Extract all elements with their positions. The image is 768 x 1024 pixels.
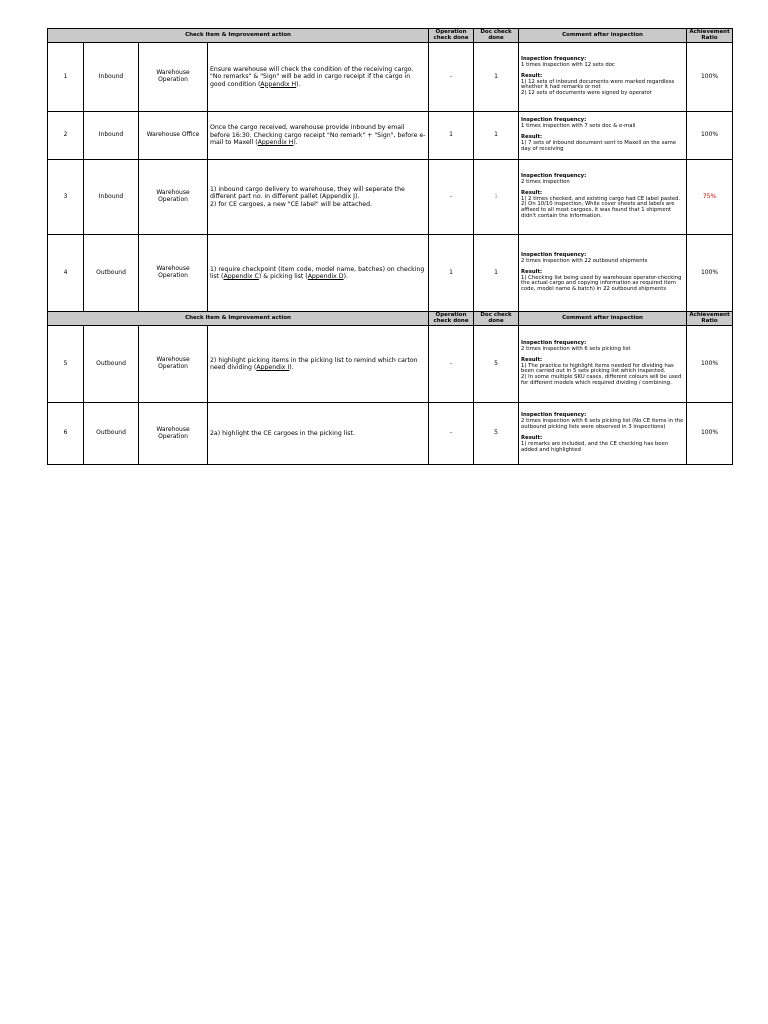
row-number: 2 [48,112,84,160]
result-text: 1) 12 sets of inbound documents were marked regardless whether it had remarks or not 2) 12 sets of documents were signed by operator [521,78,675,97]
result-label: Result: [521,356,543,363]
row-department: Warehouse Operation [139,43,208,112]
row-number: 4 [48,235,84,312]
description-text: 1) require checkpoint (item code, model name, batches) on checking list ( [210,265,425,280]
table-row [48,43,733,112]
row-number: 1 [48,43,84,112]
operation-check-value: 1 [429,112,474,160]
inspection-table [47,28,733,465]
row-department: Warehouse Office [139,112,208,160]
row-number: 5 [48,326,84,403]
inspection-comment [519,326,687,403]
frequency-label: Inspection frequency: [521,412,587,419]
result-text: 1) The practice to highlight items needed for dividing has been carried out in 5 sets picking list which inspected. 2) In some multiple SKU cases, different colours will be used for different models which required dividing / combining. [521,362,682,387]
header-achievement-ratio: Achievement Ratio [687,29,733,43]
row-direction: Outbound [84,326,139,403]
doc-check-value: 1 [474,43,519,112]
table-row [48,112,733,160]
result-label: Result: [521,268,543,275]
appendix-link[interactable]: Appendix I [256,364,290,371]
frequency-text: 2 times inspection [521,178,570,185]
table-row [48,403,733,465]
row-department: Warehouse Operation [139,403,208,465]
row-direction: Outbound [84,235,139,312]
operation-check-value: - [429,43,474,112]
doc-check-value: 1 [474,112,519,160]
doc-check-value: 1 [474,235,519,312]
header-doc-check: Doc check done [474,29,519,43]
description-text: Once the cargo received, warehouse provide inbound by email before 16:30. Checking cargo receipt "No remark" + "Sign", before e-mail to Maxell ( [210,124,426,147]
row-description [208,112,429,160]
row-direction: Inbound [84,112,139,160]
result-label: Result: [521,134,543,141]
row-description: 1) inbound cargo delivery to warehouse, they will seperate the different part no. in different pallet (Appendix J). 2) for CE cargoes, a new "CE label" will be attached. [208,160,429,235]
operation-check-value: - [429,160,474,235]
table-row [48,160,733,235]
row-description [208,43,429,112]
doc-check-value: 5 [474,326,519,403]
operation-check-value: - [429,326,474,403]
row-description [208,326,429,403]
table-header-row [48,29,733,43]
header-achievement-ratio: Achievement Ratio [687,312,733,326]
row-direction: Outbound [84,403,139,465]
achievement-ratio: 75% [687,160,733,235]
result-text: 1) 2 times checked, and existing cargo had CE label pasted. 2) On 10/10 inspection, While cover sheets and labels are affixed to all most cargoes, it was found that 1 shipment didn't contain the information. [521,195,681,220]
frequency-label: Inspection frequency: [521,172,587,179]
achievement-ratio: 100% [687,326,733,403]
description-text-end: ). [343,273,348,280]
result-text: 1) Checking list being used by warehouse operator-checking the actual cargo and copying information as required item code, model name & batch) in 22 outbound shipments [521,274,682,293]
achievement-ratio: 100% [687,112,733,160]
frequency-text: 2 times inspection with 22 outbound shipments [521,257,648,264]
appendix-d-link[interactable]: Appendix D [307,273,344,280]
description-text-mid: ) & picking list ( [258,273,308,280]
description-text: Ensure warehouse will check the condition of the receiving cargo. "No remarks" & "Sign" will be add in cargo receipt if the cargo in good condition ( [210,65,414,88]
row-direction: Inbound [84,160,139,235]
appendix-link[interactable]: Appendix H [260,80,297,88]
operation-check-value: - [429,403,474,465]
row-department: Warehouse Operation [139,235,208,312]
header-operation-check: Operation check done [429,312,474,326]
row-direction: Inbound [84,43,139,112]
row-description: 2a) highlight the CE cargoes in the picking list. [208,403,429,465]
inspection-comment [519,43,687,112]
doc-check-value: 5 [474,403,519,465]
inspection-comment [519,112,687,160]
result-label: Result: [521,435,543,441]
achievement-ratio: 100% [687,403,733,465]
result-text: 1) 7 sets of inbound document sent to Maxell on the same day of receiving [521,139,677,152]
table-row [48,326,733,403]
description-text: 2) highlight picking items in the picking list to remind which carton need dividing ( [210,356,418,371]
header-operation-check: Operation check done [429,29,474,43]
doc-check-value: 1 [474,160,519,235]
result-label: Result: [521,72,543,79]
table-row [48,235,733,312]
appendix-c-link[interactable]: Appendix C [223,273,259,280]
frequency-text: 1 times inspection with 12 sets doc [521,61,615,68]
header-comment: Comment after inspection [519,29,687,43]
appendix-link[interactable]: Appendix H [257,139,294,147]
frequency-label: Inspection frequency: [521,55,587,62]
result-label: Result: [521,189,543,196]
frequency-text: 2 times inspection with 6 sets picking list [521,345,631,352]
frequency-label: Inspection frequency: [521,117,587,124]
inspection-comment [519,160,687,235]
header-doc-check: Doc check done [474,312,519,326]
inspection-comment [519,235,687,312]
row-number: 6 [48,403,84,465]
header-check-item: Check Item & Improvement action [48,312,429,326]
frequency-label: Inspection frequency: [521,339,587,346]
row-number: 3 [48,160,84,235]
operation-check-value: 1 [429,235,474,312]
frequency-text: 2 times inspection with 6 sets picking list (No CE items in the outbound picking lists were observed in 3 inspections) [521,418,684,431]
row-department: Warehouse Operation [139,160,208,235]
row-description [208,235,429,312]
frequency-text: 1 times inspection with 7 sets doc & e-mail [521,123,636,130]
description-text-end: ). [296,80,301,88]
header-comment: Comment after inspection [519,312,687,326]
achievement-ratio: 100% [687,235,733,312]
frequency-label: Inspection frequency: [521,251,587,258]
header-check-item: Check Item & Improvement action [48,29,429,43]
inspection-comment [519,403,687,465]
description-text-end: ). [293,139,298,147]
result-text: 1) remarks are included, and the CE checking has been added and highlighted [521,440,669,453]
table-header-row-repeat [48,312,733,326]
row-department: Warehouse Operation [139,326,208,403]
achievement-ratio: 100% [687,43,733,112]
description-text-end: ). [289,364,294,371]
